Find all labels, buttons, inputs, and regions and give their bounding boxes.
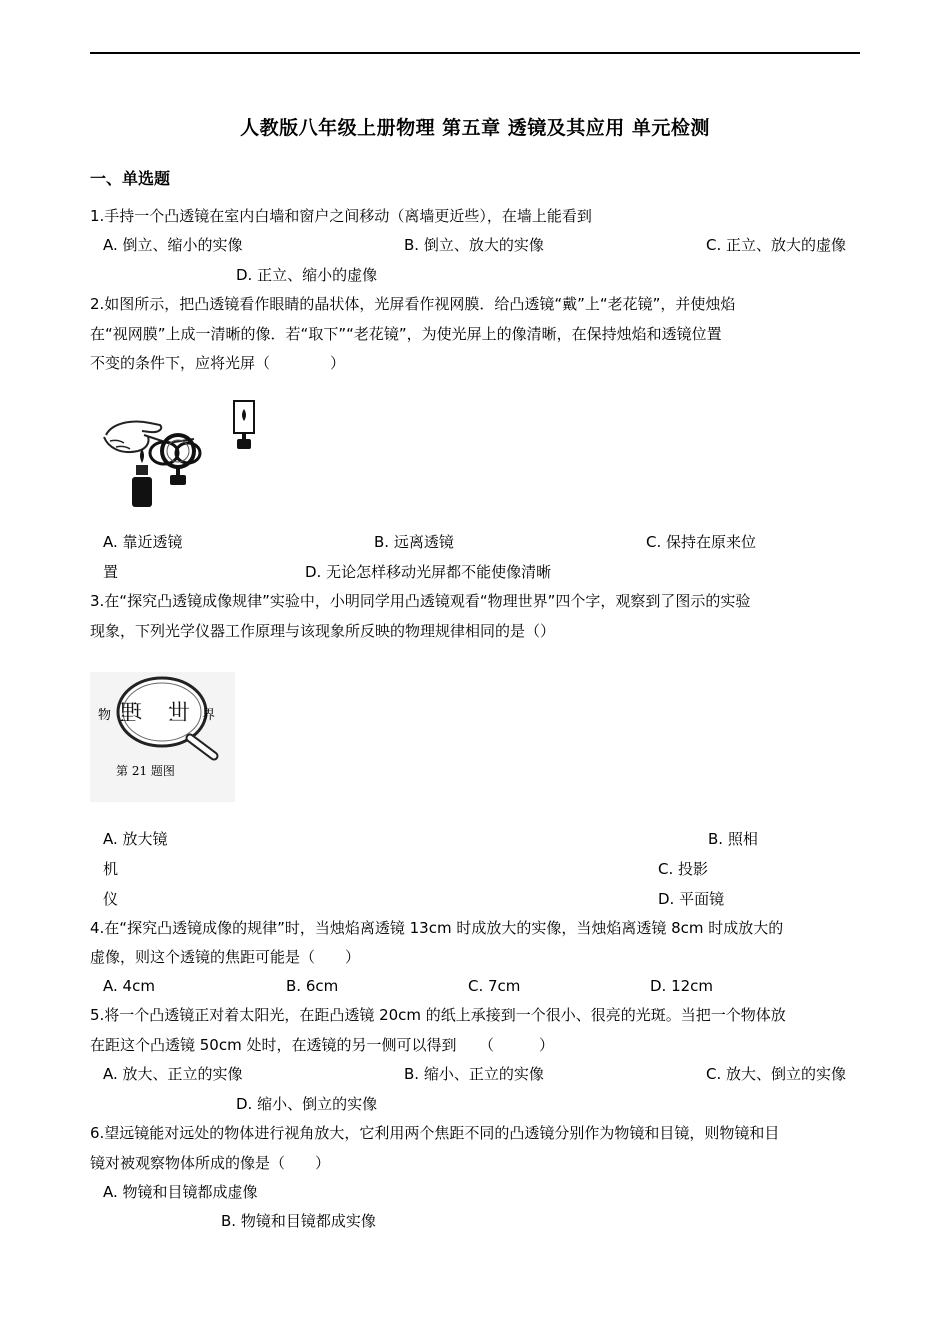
question-6-line-1: 6.望远镜能对远处的物体进行视角放大，它利用两个焦距不同的凸透镜分别作为物镜和目镜，则物镜和目: [90, 1124, 780, 1142]
page-title: 人教版八年级上册物理 第五章 透镜及其应用 单元检测: [240, 117, 710, 139]
figure-char-left: 物: [98, 708, 112, 723]
q5-option-c[interactable]: C. 放大、倒立的实像: [706, 1065, 847, 1083]
figure-caption: 第 21 题图: [116, 764, 175, 778]
question-3-line-1: 3.在“探究凸透镜成像规律”实验中，小明同学用凸透镜观看“物理世界”四个字，观察到了图示的实验: [90, 592, 751, 610]
q4-option-c[interactable]: C. 7cm: [468, 977, 521, 995]
q3-option-b-wrap: 机: [103, 860, 119, 878]
q2-option-b[interactable]: B. 远离透镜: [374, 533, 454, 551]
question-1-line-1: 1.手持一个凸透镜在室内白墙和窗户之间移动（离墙更近些），在墙上能看到: [90, 207, 592, 225]
q2-option-d[interactable]: D. 无论怎样移动光屏都不能使像清晰: [305, 563, 552, 581]
q3-option-b[interactable]: B. 照相: [708, 830, 758, 848]
question-2-line-3: 不变的条件下，应将光屏（ ）: [90, 354, 346, 372]
question-6-line-2: 镜对被观察物体所成的像是（ ）: [90, 1154, 331, 1172]
q1-option-d[interactable]: D. 正立、缩小的虚像: [236, 266, 378, 284]
q1-option-b[interactable]: B. 倒立、放大的实像: [404, 236, 544, 254]
q5-option-d[interactable]: D. 缩小、倒立的实像: [236, 1095, 378, 1113]
q1-option-c[interactable]: C. 正立、放大的虚像: [706, 236, 847, 254]
question-2-line-1: 2.如图所示，把凸透镜看作眼睛的晶状体，光屏看作视网膜．给凸透镜“戴”上“老花镜”，并使烛焰: [90, 295, 736, 313]
q5-option-a[interactable]: A. 放大、正立的实像: [103, 1065, 243, 1083]
q2-option-c-wrap: 置: [103, 563, 119, 581]
svg-text:理: 理: [119, 701, 142, 726]
question-4-line-2: 虚像，则这个透镜的焦距可能是（ ）: [90, 948, 361, 966]
q1-option-a[interactable]: A. 倒立、缩小的实像: [103, 236, 243, 254]
question-3-line-2: 现象，下列光学仪器工作原理与该现象所反映的物理规律相同的是（）: [90, 622, 556, 640]
q3-option-c-wrap: 仪: [103, 890, 119, 908]
question-2-line-2: 在“视网膜”上成一清晰的像．若“取下”“老花镜”，为使光屏上的像清晰，在保持烛焰和透镜位置: [90, 325, 722, 343]
glasses-candle-figure: [98, 395, 268, 515]
section-heading: 一、单选题: [90, 169, 171, 188]
question-5-line-1: 5.将一个凸透镜正对着太阳光，在距凸透镜 20cm 的纸上承接到一个很小、很亮的光斑。当把一个物体放: [90, 1006, 786, 1024]
q4-option-b[interactable]: B. 6cm: [286, 977, 339, 995]
q4-option-d[interactable]: D. 12cm: [650, 977, 714, 995]
q6-option-b[interactable]: B. 物镜和目镜都成实像: [221, 1212, 376, 1230]
q2-option-a[interactable]: A. 靠近透镜: [103, 533, 183, 551]
question-4-line-1: 4.在“探究凸透镜成像的规律”时，当烛焰离透镜 13cm 时成放大的实像，当烛焰离透镜 8cm 时成放大的: [90, 919, 784, 937]
question-5-line-2: 在距这个凸透镜 50cm 处时，在透镜的另一侧可以得到 （ ）: [90, 1036, 554, 1054]
q3-option-c[interactable]: C. 投影: [658, 860, 709, 878]
magnifier-figure: [90, 672, 235, 802]
q3-option-d[interactable]: D. 平面镜: [658, 890, 725, 908]
q4-option-a[interactable]: A. 4cm: [103, 977, 155, 995]
svg-text:世: 世: [167, 701, 190, 726]
q2-option-c[interactable]: C. 保持在原来位: [646, 533, 757, 551]
q5-option-b[interactable]: B. 缩小、正立的实像: [404, 1065, 544, 1083]
figure-char-right: 界: [202, 708, 216, 723]
q6-option-a[interactable]: A. 物镜和目镜都成虚像: [103, 1183, 258, 1201]
header-rule: [90, 52, 860, 54]
q3-option-a[interactable]: A. 放大镜: [103, 830, 168, 848]
